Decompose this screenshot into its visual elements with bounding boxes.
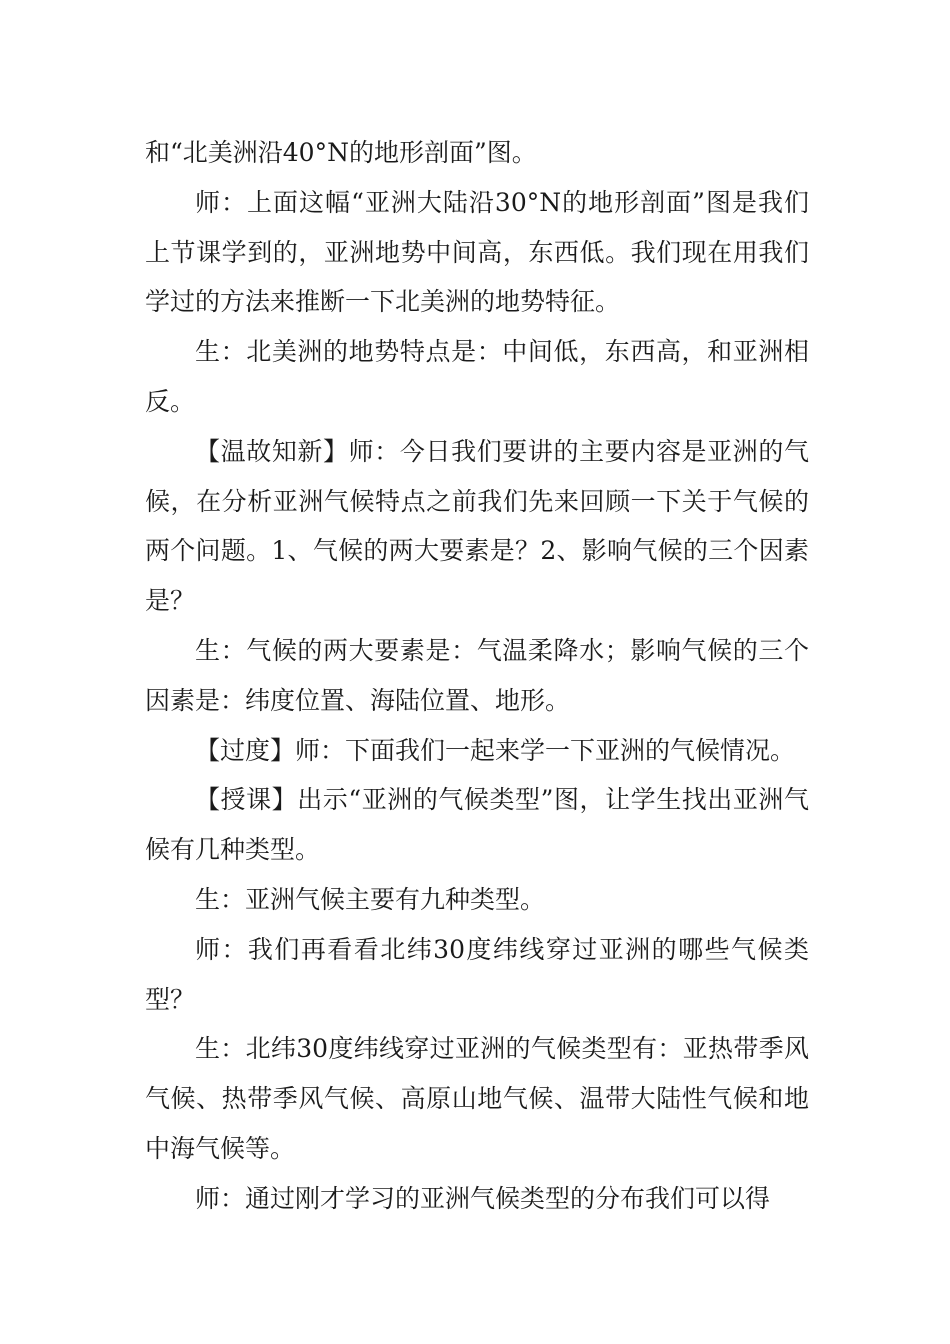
paragraph-student-climate-elements: 生：气候的两大要素是：气温柔降水；影响气候的三个因素是：纬度位置、海陆位置、地形。 bbox=[145, 635, 809, 715]
paragraph-student-north-america: 生：北美洲的地势特点是：中间低，东西高，和亚洲相反。 bbox=[145, 337, 809, 416]
document-body bbox=[145, 128, 809, 1224]
paragraph-transition: 【过度】师：下面我们一起来学一下亚洲的气候情况。 bbox=[195, 735, 796, 765]
paragraph-teacher-profile-review: 师：上面这幅“亚洲大陆沿30°N的地形剖面”图是我们上节课学到的，亚洲地势中间高，东西低。我们现在用我们学过的方法来推断一下北美洲的地势特征。 bbox=[145, 187, 809, 317]
paragraph-teacher-30n-question: 师：我们再看看北纬30度纬线穿过亚洲的哪些气候类型？ bbox=[145, 934, 809, 1014]
paragraph-student-nine-types: 生：亚洲气候主要有九种类型。 bbox=[195, 884, 546, 914]
paragraph-teacher-conclusion: 师：通过刚才学习的亚洲气候类型的分布我们可以得 bbox=[195, 1183, 771, 1213]
paragraph-continuation: 和“北美洲沿40°N的地形剖面”图。 bbox=[145, 138, 537, 167]
paragraph-student-30n-answer: 生：北纬30度纬线穿过亚洲的气候类型有：亚热带季风气候、热带季风气候、高原山地气候、温带大陆性气候和地中海气候等。 bbox=[145, 1034, 809, 1163]
paragraph-lecture-climate-map: 【授课】出示“亚洲的气候类型”图，让学生找出亚洲气候有几种类型。 bbox=[145, 785, 809, 865]
paragraph-review-climate-questions: 【温故知新】师：今日我们要讲的主要内容是亚洲的气候，在分析亚洲气候特点之前我们先来回顾一下关于气候的两个问题。1、气候的两大要素是？2、影响气候的三个因素是？ bbox=[145, 436, 809, 616]
